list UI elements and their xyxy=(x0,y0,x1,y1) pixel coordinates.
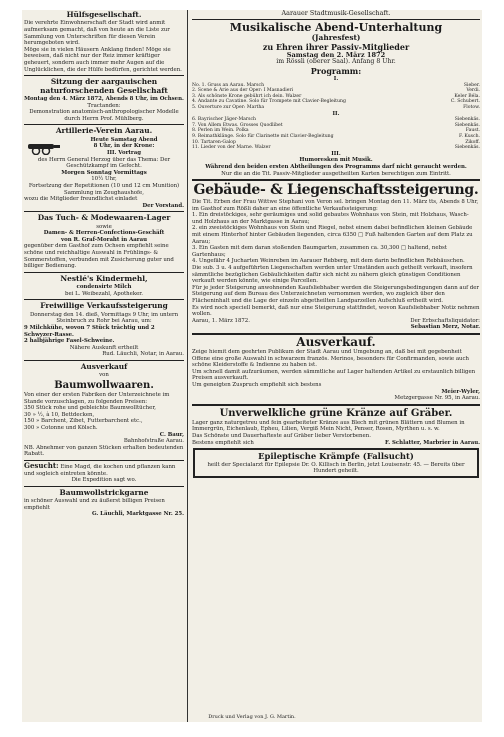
ad-note: NB. Abnehmer von ganzen Stücken erhalten bedeutenden Rabatt. xyxy=(24,444,184,458)
ad-huelfsgesellschaft xyxy=(24,11,184,73)
ad-konzert xyxy=(192,10,480,177)
ad-item: 4. Ungefähr 4 Jucharten Weinreben im Aarauer Rebberg, mit dem darin befindlichen Rebhäuschen. xyxy=(192,258,465,265)
ad-text: Um schnell damit aufzuräumen, werden sämmtliche auf Lager haltenden Artikel zu erstaunlich billigen Preisen ausverkauft. xyxy=(192,368,476,382)
divider xyxy=(192,179,480,181)
ad-title: Baumwollstrickgarne xyxy=(59,487,149,497)
ad-title-large: Musikalische Abend-Unterhaltung xyxy=(229,20,443,34)
ad-title: Ausverkauf xyxy=(80,362,128,371)
ad-row: 300 » Cotonne und Kölsch. xyxy=(24,424,98,431)
ad-liegenschaft xyxy=(192,183,480,331)
divider xyxy=(192,19,480,20)
ad-naturforschende xyxy=(24,78,184,122)
divider xyxy=(24,299,184,300)
divider xyxy=(24,75,184,76)
ad-text: in schöner Auswahl und zu äußerst billigen Preisen empfiehlt xyxy=(24,498,165,511)
ad-nestle xyxy=(24,275,184,298)
divider xyxy=(24,211,184,212)
ad-note: Während den beiden ersten Abtheilungen des Programms darf nicht geraucht werden. xyxy=(205,163,467,170)
ad-text: Damen- & Herren-Confections-Geschäft xyxy=(43,230,165,237)
ad-text: zu Ehren ihrer Passiv-Mitglieder xyxy=(262,42,410,52)
program-row: 5. Ouverture zur Oper: Martha Flotow. xyxy=(192,104,480,110)
ad-text: wozu die Mitglieder freundlichst einladet xyxy=(24,196,138,203)
ad-title: Artillerie-Verein Aarau. xyxy=(55,126,153,136)
cannon-icon xyxy=(24,139,62,155)
program-row: 4. Andante zu Cavatine. Solo für Trompete mit Clavier-Begleitung C. Schubert. xyxy=(192,99,480,105)
ad-signature: Sebastian Merz, Notar. xyxy=(410,324,480,331)
ad-text: Für je jeder Steigerung anwohnenden Kaufsliebhaber werden die Steigerungsbedingungen dann auf der Steigerung auf dem Bureau des Unterzeichneten vernommen werden, wo zugleich über den Flächeninhalt und die Lage der einzeln abgetheilten Landparzellen Aufschluß ertheilt wird. xyxy=(192,284,480,304)
ad-text: heilt der Specialarzt für Epilepsie Dr. O. Killisch in Berlin, jetzt Louisenstr. 45. — Bereits über Hundert geheilt. xyxy=(207,461,465,475)
ad-text: 10½ Uhr, xyxy=(91,176,117,183)
program-row: 3. Als schönste Krone gebührt ich dein. Walzer Keler Béla. xyxy=(192,93,480,99)
ad-signature: G. Läuchli, Marktgasse Nr. 25. xyxy=(92,511,184,518)
ad-date: Aarau, 1. März 1872. xyxy=(192,317,250,324)
ad-text: Heute Samstag Abend xyxy=(90,136,158,143)
ad-tuch-lager xyxy=(24,214,184,270)
ad-epilepsie xyxy=(193,448,479,478)
ad-date: Samstag den 2. März 1872 xyxy=(286,51,386,60)
ad-text: Lager ganz naturgetreu und fein gearbeiteter Kränze aus Blech mit grünen Blättern und Blumen in Immergrün, Eichenlaub, Epheu, Lilien, Vergiß Mein Nicht, Penser, Rosen, Myrthen u. s. w. xyxy=(192,419,465,433)
ad-title: Nestlé's Kindermehl, xyxy=(60,273,148,283)
ad-item: 1. Ein dreistöckiges, sehr geräumiges und solid gebautes Wohnhaus von Stein, mit Holzhaus, Wasch- und Holzhaus an der Marktgasse in Aarau; xyxy=(192,212,469,225)
ad-text: Möge sie in vielen Häusern Anklang finden! Möge sie beweisen, daß nicht nur der Reiz immer kräftiger geheuert, sondern auch immer mehr Augen auf die Unglücklichen, die der Hülfe bedürfen, gerichtet werden. xyxy=(24,46,182,73)
ad-ausverkauf-baumwolle xyxy=(24,363,184,458)
ad-item: 9 Milchkühe, wovon 7 Stück trächtig und 2 Schwyzer-Rasse. xyxy=(24,325,155,338)
program-title: Programm: xyxy=(310,65,362,76)
ad-text: von R. Graf-Moraht in Aarau xyxy=(60,236,147,243)
program-row: 8. Perlen im Wein. Polka Faust. xyxy=(192,128,480,134)
ad-title: Freiwillige Verkaufssteigerung xyxy=(40,301,168,311)
ad-row: 150 » Barchent, Zibet, Futterbarchent etc., xyxy=(24,418,143,425)
ad-text: Die Expedition sagt wo. xyxy=(71,477,137,484)
divider xyxy=(24,360,184,361)
ad-text: Eine Magd, die kochen und pflanzen kann und sogleich eintreten könnte. xyxy=(24,463,176,477)
ad-item: 3. Ein Gasten mit dem daran stoßenden Baumgarten, zusammen ca. 30,300 □ haltend, nebst Gartenhaus; xyxy=(192,245,447,258)
program-part-text: Humoresken mit Musik. xyxy=(299,157,373,164)
ad-item: 2 halbjährige Fasel-Schweine. xyxy=(24,338,115,345)
ad-title-large: Baumwollwaaren. xyxy=(54,380,154,391)
ad-signature: Der Erbschaftsliquidator: xyxy=(410,317,480,324)
ad-text: bei L. Weibezahl, Apotheker. xyxy=(65,290,143,297)
ad-freiwillige-verkauf xyxy=(24,302,184,358)
ad-header: Aarauer Stadtmusik-Gesellschaft. xyxy=(281,10,391,17)
ad-kraenze xyxy=(192,408,480,446)
program-row: 10. Tartaren-Galop Zikoff. xyxy=(192,139,480,145)
ad-subtitle: condensirte Milch xyxy=(76,284,132,291)
program-part: II. xyxy=(332,110,340,117)
ad-text: Die Tit. Erben der Frau Wittwe Stephani von Veron sel. bringen Montag den 11. März tts, Abends 8 Uhr, im Gasthof zum Rößli daher an eine öffentliche Verkaufssteigerung: xyxy=(192,199,479,212)
ad-text: Von einer der ersten Fabriken der Unterzeichnete im Stande vorzuschlagen, zu folgenden Preisen: xyxy=(24,392,170,405)
ad-text: Fortsetzung der Repetitionen (10 und 12 cm Munition) xyxy=(28,182,180,189)
left-column xyxy=(24,10,184,722)
ad-artillerie xyxy=(24,127,184,209)
ad-ausverkauf xyxy=(192,334,480,402)
newspaper-page xyxy=(22,10,482,722)
ad-text: Das Schönste und Dauerhafteste auf Gräber lieber Verstorbenen. xyxy=(192,432,371,439)
ad-text: Sammlung im Zeughaushofe, xyxy=(64,189,144,196)
ad-signature: Bahnhofstraße Aarau. xyxy=(123,438,184,445)
ad-text: Die sub. 3 u. 4 aufgeführten Liegenschaften werden unter Umständen auch getheilt verkauft, insofern sämmtliche bezüglichen Gebäulichkeiten dafür sich nicht zu nähern gleich günstigen Conditionen verkauft werden könnte, wie einige Parcellen. xyxy=(192,265,473,285)
ad-signature: Der Vorstand. xyxy=(142,202,184,209)
divider xyxy=(24,486,184,487)
ad-text: Um geneigten Zuspruch empfiehlt sich bestens xyxy=(192,381,322,388)
divider xyxy=(24,124,184,125)
ad-subtitle: (Jahresfest) xyxy=(311,32,361,42)
divider xyxy=(192,404,480,406)
ad-text: von xyxy=(99,372,109,379)
ad-text: Nähere Auskunft ertheilt xyxy=(69,344,139,351)
ad-text: Demonstration anatomisch-anthropologischer Modelle durch Herrn Prof. Mühlberg. xyxy=(29,109,179,122)
program-row: 11. Lieder von der Marne. Walzer Siebenkäs. xyxy=(192,145,480,151)
ad-strickgarne xyxy=(24,489,184,518)
ad-text: 8 Uhr, in der Krone: xyxy=(93,143,155,150)
ad-item: 2. ein zweistöckiges Wohnhaus von Stein und Riegel, nebst einem dabei befindlichen kleinen Gebäude mit einem Hinterhof hinter Gebäuden liegenden, circa 6350 □ Fuß haltenden Garten auf dem Platz zu Aarau; xyxy=(192,225,473,245)
ad-text: III. Vortrag xyxy=(106,149,142,156)
ad-text: Es wird noch speciell bemerkt, daß nur eine Steigerung stattfindet, wovon Kaufsliebhaber Notiz nehmen wollen. xyxy=(192,304,480,318)
program-row: No. 1. Gruss an Aarau. Marsch Sieber. xyxy=(192,82,480,88)
ad-row: 350 Stück rohe und gebleichte Baumwolltücher, xyxy=(24,405,157,412)
ad-signature: Metzgergasse Nr. 95, in Aarau. xyxy=(394,395,480,402)
right-column xyxy=(192,10,480,722)
ad-gesucht xyxy=(24,460,184,484)
ad-text: des Herrn General Herzog über das Thema: Der Geschützkampf im Gefecht. xyxy=(37,156,171,170)
ad-text: im Rössli (oberer Saal). Anfang 8 Uhr. xyxy=(276,58,396,65)
ad-title: Hülfsgesellschaft. xyxy=(66,10,142,19)
program-part: I. xyxy=(333,76,339,82)
ad-title: Epileptische Krämpfe (Fallsucht) xyxy=(258,451,414,462)
ad-note: Nur die an die Tit. Passiv-Mitglieder ausgetheilten Karten berechtigen zum Eintritt. xyxy=(221,170,451,177)
program-part: III. xyxy=(331,150,341,157)
ad-title-large: Gebäude- & Liegenschaftssteigerung. xyxy=(193,182,479,199)
ad-row: 30 » ½, à 10, Bettdecken, xyxy=(24,411,95,418)
ad-title: Das Tuch- & Modewaaren-Lager xyxy=(37,213,171,223)
program-row: 6. Bayrischer Jäger-Marsch Siebenkäs. xyxy=(192,117,480,123)
ad-text: Die verehrte Einwohnerschaft der Stadt wird anmit aufmerksam gemacht, daß von heute an die Liste zur Sammlung von Unterschriften für diesen Verein herumgeboten wird. xyxy=(24,20,170,47)
ad-title: Gesucht: xyxy=(24,460,59,470)
program-row: 7. Von Allem Etwas. Grosses Quodlibet Siebenkäs. xyxy=(192,122,480,128)
divider xyxy=(24,272,184,273)
ad-text: gegenüber dem Gasthof zum Ochsen empfiehlt seine schöne und reichhaltige Auswahl in Frühlings- & Sommerstoffen, verbunden mit Zusicherung guter und billiger Bedienung. xyxy=(24,243,174,270)
program-row: 9. Reimathklänge. Solo für Clarinette mit Clavier-Begleitung F. Kusch. xyxy=(192,133,480,139)
ad-title-large: Ausverkauf. xyxy=(296,334,376,349)
ad-text: Morgen Sonntag Vormittags xyxy=(61,169,147,176)
ad-title-large: Unverwelkliche grüne Kränze auf Gräber. xyxy=(219,407,453,419)
imprint-footer: Druck und Verlag von J. G. Martin. xyxy=(208,714,296,720)
ad-text: sowie xyxy=(96,223,112,230)
ad-text: Bestens empfiehlt sich xyxy=(192,439,254,446)
ad-title: Sitzung der aargauischen naturforschenden Gesellschaft xyxy=(40,77,168,95)
ad-date: Montag den 4. März 1872, Abends 8 Uhr, im Ochsen. xyxy=(24,95,184,102)
ad-signature: F. Schlatter, Marbrier in Aarau. xyxy=(384,439,480,446)
ad-signature: Meier-Wyler, xyxy=(441,388,480,395)
column-divider xyxy=(187,10,188,722)
ad-text: Zeige hiemit dem geehrten Publikum der Stadt Aarau und Umgebung an, daß bei mit gegebenheit Offene eine große Auswahl in schwarzem französ. Merinos, besonders für Confirmanden, sowie auch schöne Kleiderstoffe & Indienne zu haben ist. xyxy=(192,348,469,369)
program-row: 2. Scene & Arie aus der Oper: I Masnadieri Verdi. xyxy=(192,88,480,94)
ad-signature: Rud. Läuchli, Notar, in Aarau. xyxy=(102,351,184,358)
ad-signature: C. Baur, xyxy=(159,431,184,438)
ad-date: Donnerstag den 14. dieß, Vormittags 9 Uhr, im untern Steinbruch zu Rohr bei Aarau, um: xyxy=(29,311,179,325)
ad-label: Tractanden: xyxy=(87,102,121,109)
